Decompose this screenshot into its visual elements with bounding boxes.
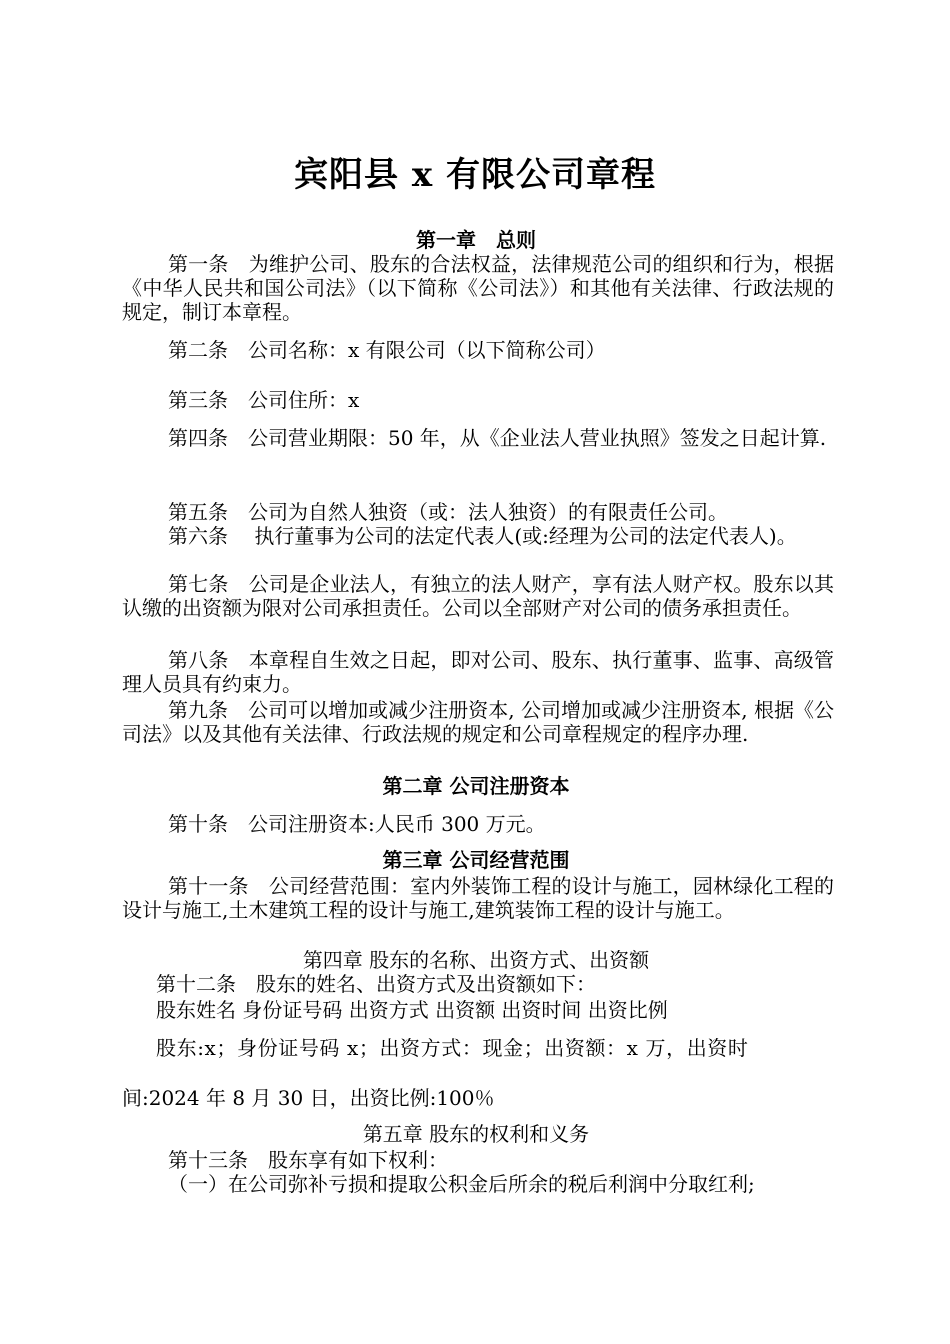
article-13-item-1: （一）在公司弥补亏损和提取公积金后所余的税后利润中分取红利; (168, 1172, 755, 1196)
chapter-1-heading: 第一章 总则 (416, 228, 536, 252)
article-7: 第七条 公司是企业法人，有独立的法人财产，享有法人财产权。股东以其认缴的出资额为限对公司承担责任。公司以全部财产对公司的债务承担责任。 (122, 572, 834, 620)
chapter-2-heading: 第二章 公司注册资本 (382, 774, 570, 798)
article-4: 第四条 公司营业期限：50 年，从《企业法人营业执照》签发之日起计算. (168, 426, 827, 450)
article-12: 第十二条 股东的姓名、出资方式及出资额如下： (156, 972, 596, 996)
article-9: 第九条 公司可以增加或减少注册资本, 公司增加或减少注册资本, 根据《公司法》以及其他有关法律、行政法规的规定和公司章程规定的程序办理. (122, 698, 834, 746)
article-11: 第十一条 公司经营范围：室内外装饰工程的设计与施工，园林绿化工程的设计与施工,土木建筑工程的设计与施工,建筑装饰工程的设计与施工。 (122, 874, 834, 922)
article-13: 第十三条 股东享有如下权利： (168, 1148, 448, 1172)
shareholder-entry-line-1: 股东:x；身份证号码 x；出资方式：现金；出资额：x 万，出资时 (156, 1036, 749, 1060)
chapter-5-heading: 第五章 股东的权利和义务 (362, 1122, 590, 1146)
article-6: 第六条 执行董事为公司的法定代表人(或:经理为公司的法定代表人)。 (168, 524, 797, 548)
article-2: 第二条 公司名称：x 有限公司（以下简称公司） (168, 338, 606, 362)
article-5: 第五条 公司为自然人独资（或：法人独资）的有限责任公司。 (168, 500, 728, 524)
article-10: 第十条 公司注册资本:人民币 300 万元。 (168, 812, 546, 836)
shareholder-entry-line-2: 间:2024 年 8 月 30 日，出资比例:100％ (122, 1086, 495, 1110)
chapter-3-heading: 第三章 公司经营范围 (382, 848, 570, 872)
chapter-4-heading: 第四章 股东的名称、出资方式、出资额 (302, 948, 650, 972)
shareholder-table-header: 股东姓名 身份证号码 出资方式 出资额 出资时间 出资比例 (156, 998, 668, 1022)
article-1: 第一条 为维护公司、股东的合法权益，法律规范公司的组织和行为，根据《中华人民共和国公司法》（以下简称《公司法》）和其他有关法律、行政法规的规定，制订本章程。 (122, 252, 834, 324)
article-8: 第八条 本章程自生效之日起，即对公司、股东、执行董事、监事、高级管理人员具有约束力。 (122, 648, 834, 696)
article-3: 第三条 公司住所：x (168, 388, 360, 412)
document-title: 宾阳县 x 有限公司章程 (294, 155, 656, 195)
